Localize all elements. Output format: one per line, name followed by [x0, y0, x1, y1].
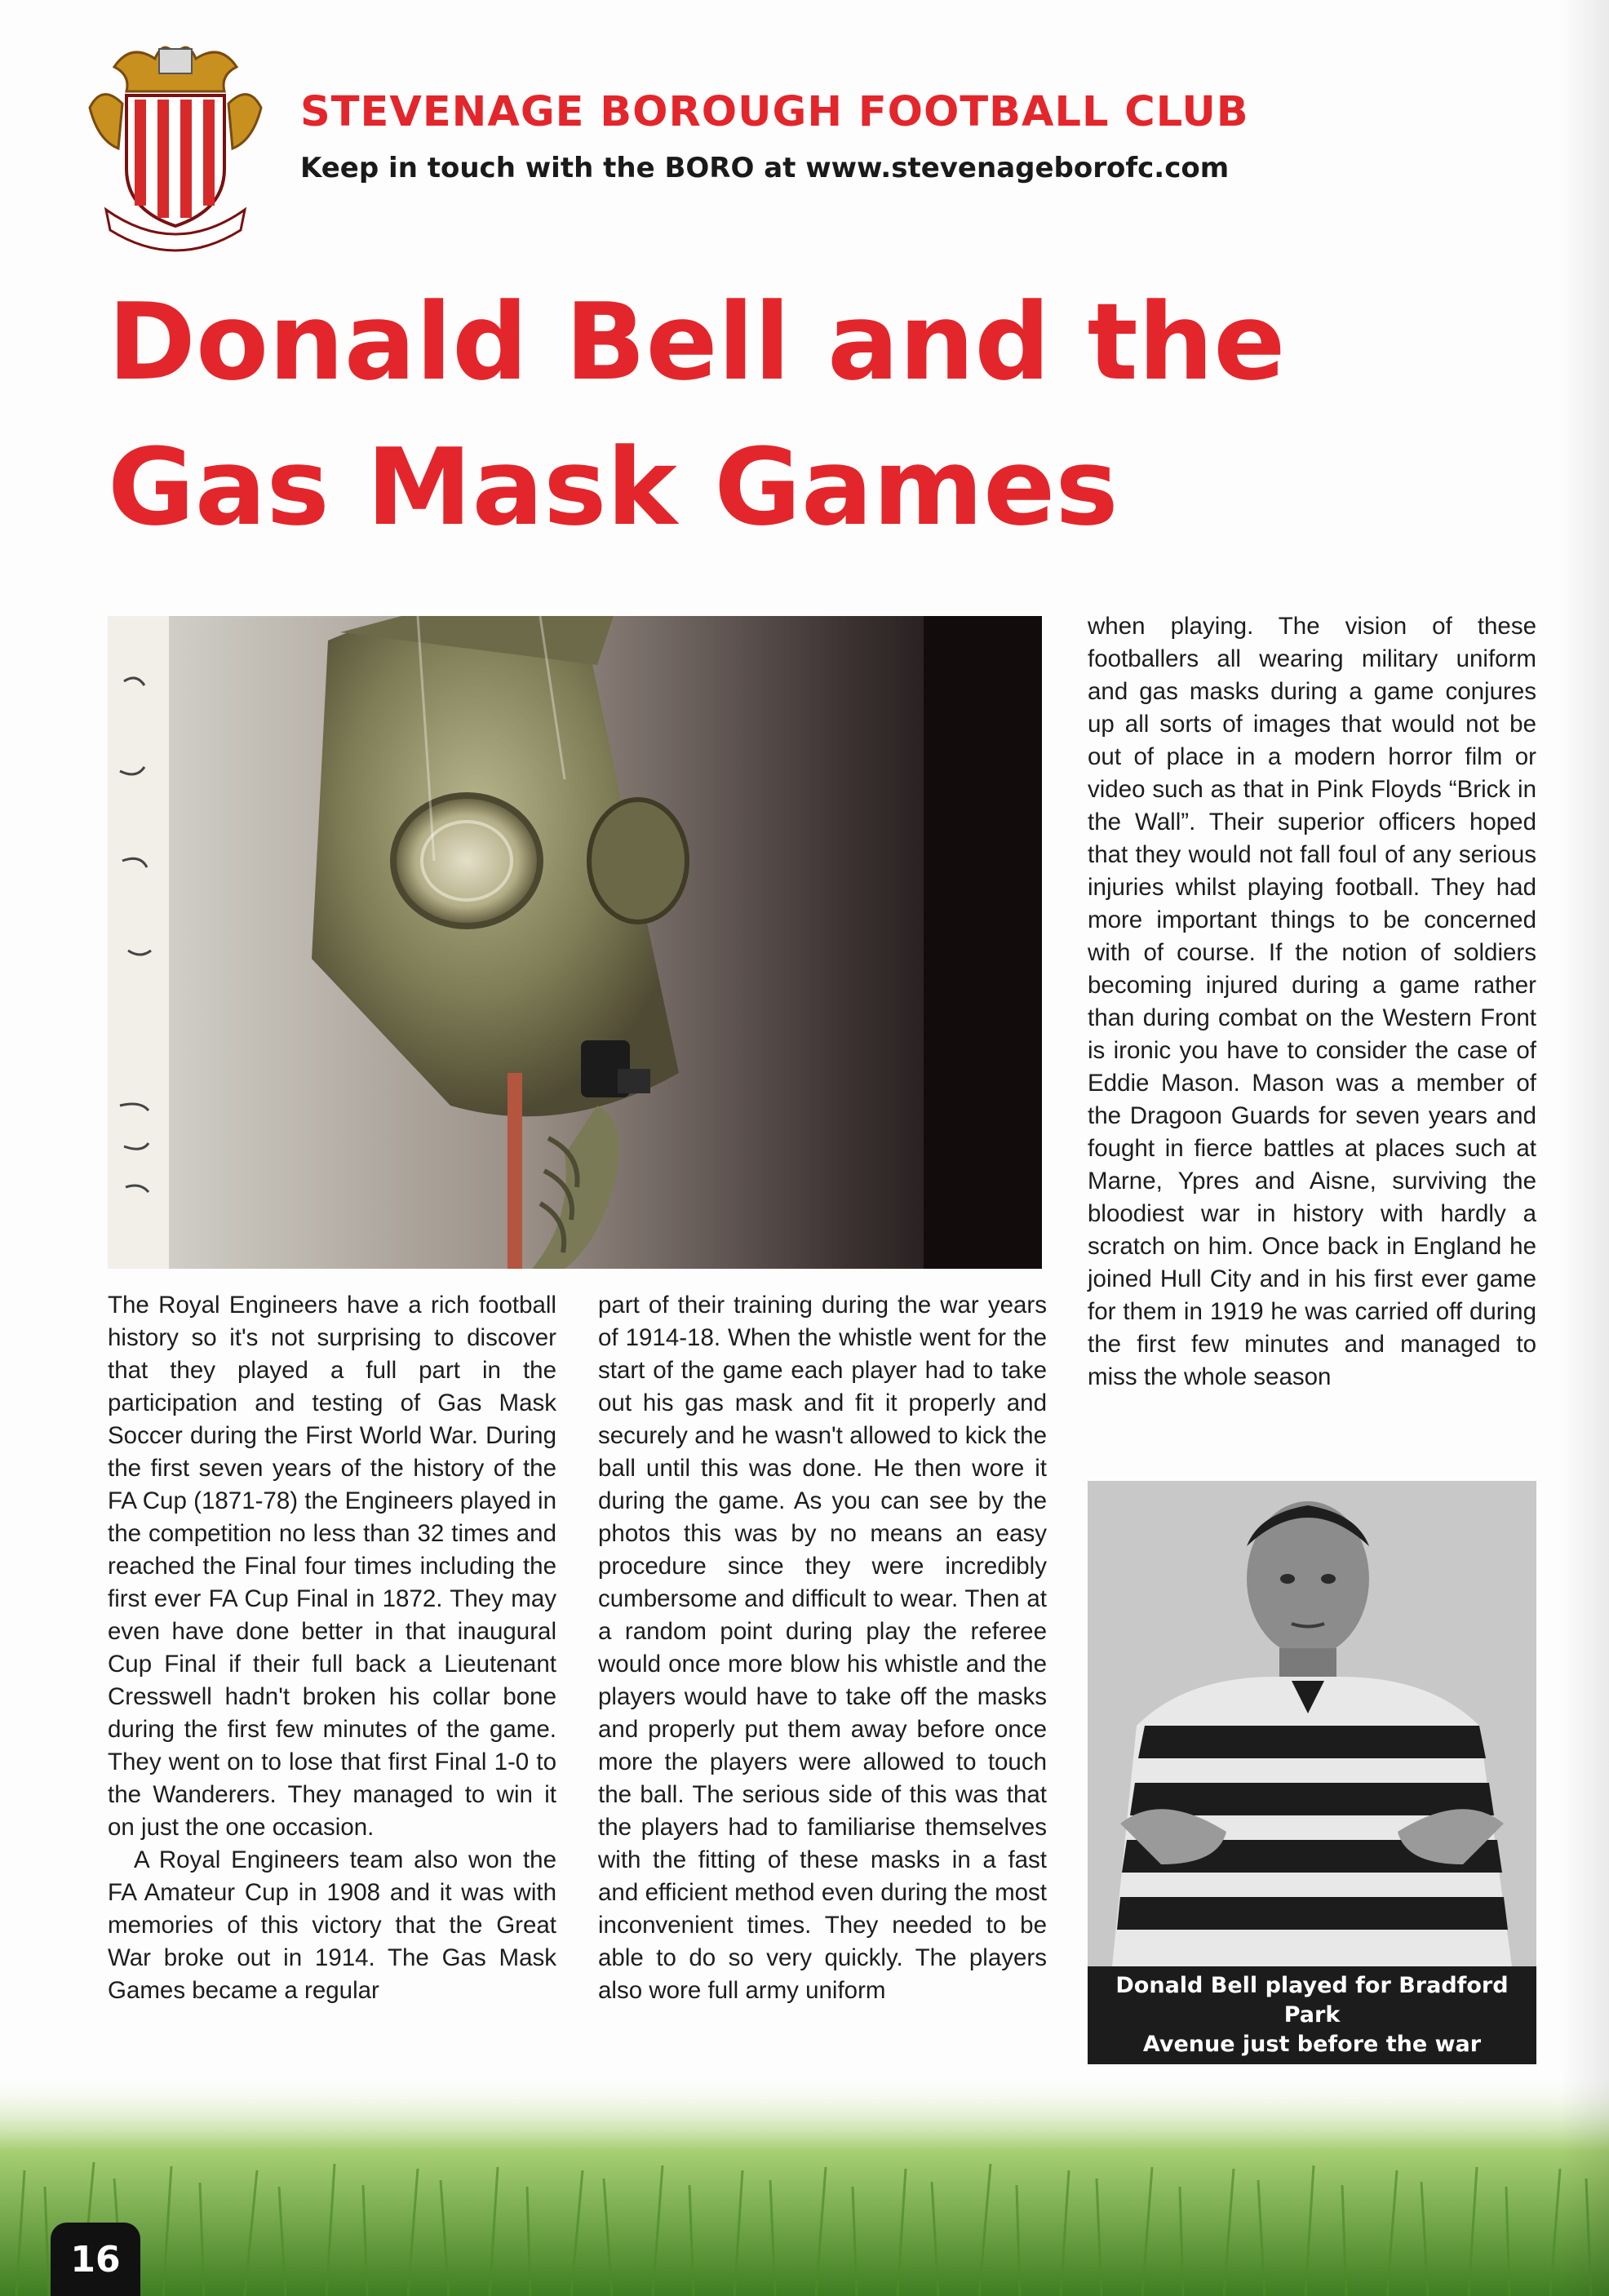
article-title-line1: Donald Bell and the: [108, 280, 1286, 404]
article-paragraph: A Royal Engineers team also won the FA Amateur Cup in 1908 and it was with memories of this victory that the Great War broke out in 1914. The Gas Mask Games became a regular: [108, 1846, 556, 2004]
donald-bell-photo: [1088, 1481, 1536, 2064]
page-edge-shadow: [1560, 0, 1609, 2296]
photo-caption-line1: Donald Bell played for Bradford Park: [1115, 1973, 1509, 2028]
article-column-1: [108, 1289, 556, 2007]
article-paragraph: part of their training during the war years of 1914-18. When the whistle went for the start of the game each player had to take out his gas mask and fit it properly and securely and he wasn't allowed to kick the ball until this was done. He then wore it during the game. As you can see by the photos this was by no means an easy procedure since they were incredibly cumbersome and difficult to wear. Then at a random point during play the referee would once more blow his whistle and the players would have to take off the masks and properly put them away before once more the players were allowed to touch the ball. The serious side of this was that the players had to familiarise themselves with the fitting of these masks in a fast and efficient method even during the most inconvenient times. They needed to be able to do so very quickly. The players also wore full army uniform: [598, 1292, 1047, 2004]
club-name: STEVENAGE BOROUGH FOOTBALL CLUB: [300, 88, 1249, 136]
article-paragraph: when playing. The vision of these footballers all wearing military uniform and gas masks during a game conjures up all sorts of images that would not be out of place in a modern horror film or video such as that in Pink Floyds “Brick in the Wall”. Their superior officers hoped that they would not fall foul of any serious injuries whilst playing football. They had more important things to be concerned with of course. If the notion of soldiers becoming injured during a game rather than during combat on the Western Front is ironic you have to consider the case of Eddie Mason. Mason was a member of the Dragoon Guards for seven years and fought in fierce battles at places such at Marne, Ypres and Aisne, surviving the bloodiest war in history with hardly a scratch on him. Once back in England he joined Hull City and in his first ever game for them in 1919 he was carried off during the first few minutes and managed to miss the whole season: [1088, 613, 1536, 1390]
grass-footer: [0, 2072, 1609, 2296]
club-crest-logo: [82, 34, 269, 255]
gas-mask-photo: [108, 616, 1042, 1269]
article-title-line2: Gas Mask Games: [108, 425, 1119, 549]
photo-caption: [1088, 1966, 1536, 2064]
page-number: 16: [51, 2223, 140, 2296]
photo-caption-line2: Avenue just before the war: [1142, 2032, 1482, 2057]
article-paragraph: The Royal Engineers have a rich football history so it's not surprising to discover that they played a full part in the participation and testing of Gas Mask Soccer during the First World War. During the first seven years of the history of the FA Cup (1871-78) the Engineers played in the competition no less than 32 times and reached the Final four times including the first ever FA Cup Final in 1872. They may even have done better in that inaugural Cup Final if their full back a Lieutenant Cresswell hadn't broken his collar bone during the first few minutes of the game. They went on to lose that first Final 1-0 to the Wanderers. They managed to win it on just the one occasion.: [108, 1292, 556, 1841]
article-title: [108, 269, 1560, 560]
article-column-2: [598, 1289, 1047, 2007]
article-column-3: [1088, 610, 1536, 1394]
club-tagline: Keep in touch with the BORO at www.stevenageborofc.com: [300, 152, 1230, 184]
